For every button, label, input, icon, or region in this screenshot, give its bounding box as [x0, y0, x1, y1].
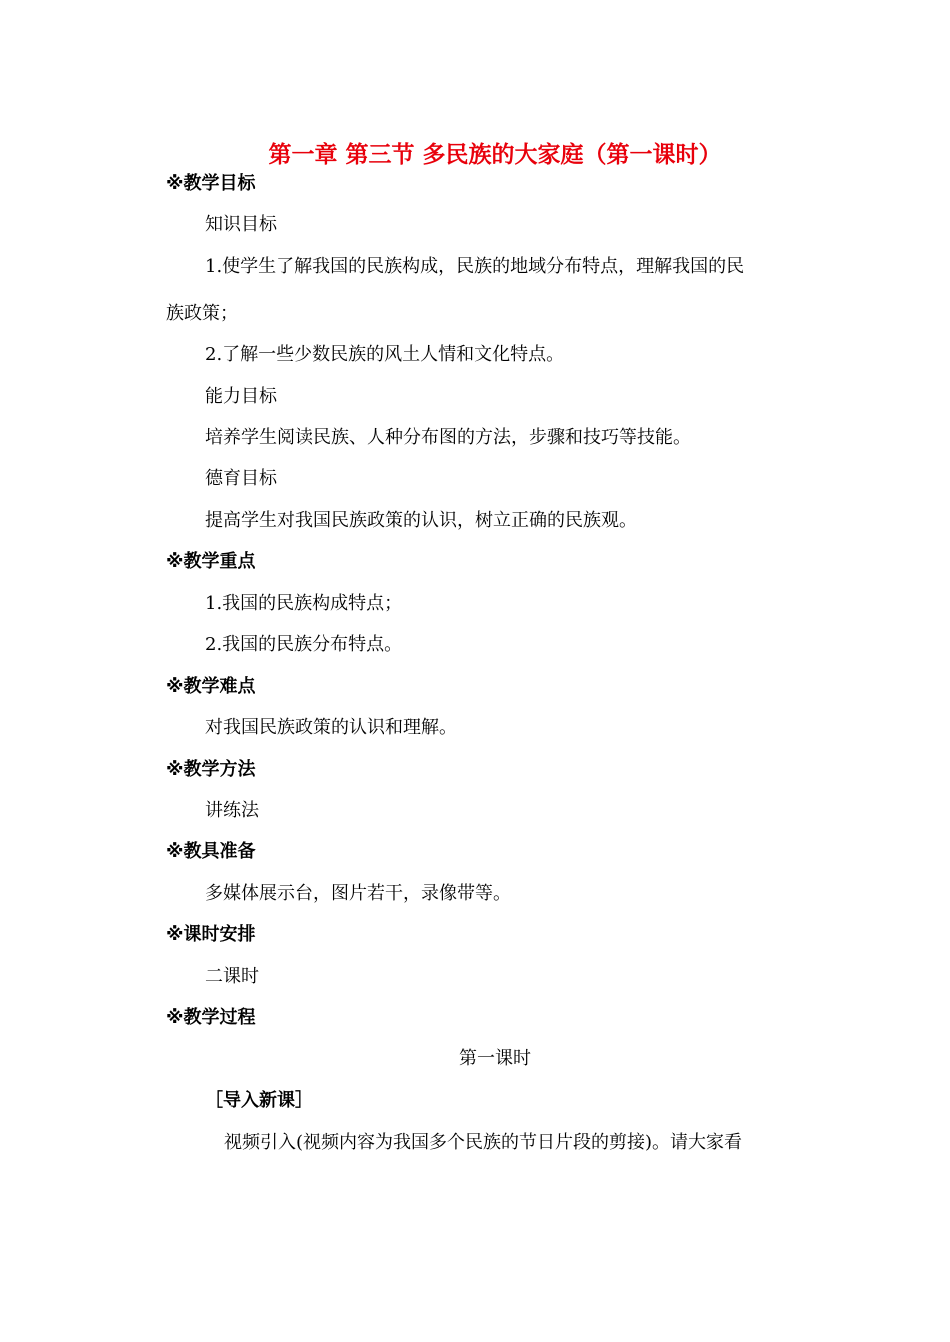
process-heading: ※教学过程	[166, 1007, 256, 1028]
knowledge-goal-2: 2.了解一些少数民族的风土人情和文化特点。	[205, 344, 565, 365]
knowledge-goal-1-line1: 1.使学生了解我国的民族构成，民族的地域分布特点，理解我国的民	[205, 256, 745, 277]
knowledge-goal-label: 知识目标	[205, 214, 277, 235]
tools-text: 多媒体展示台，图片若干，录像带等。	[205, 883, 511, 904]
key-points-heading: ※教学重点	[166, 551, 256, 572]
ability-goal-text: 培养学生阅读民族、人种分布图的方法，步骤和技巧等技能。	[205, 427, 691, 448]
key-point-1: 1.我国的民族构成特点；	[205, 593, 403, 614]
key-point-2: 2.我国的民族分布特点。	[205, 634, 403, 655]
schedule-text: 二课时	[205, 966, 259, 987]
schedule-heading: ※课时安排	[166, 924, 256, 945]
moral-goal-label: 德育目标	[205, 468, 277, 489]
difficulty-text: 对我国民族政策的认识和理解。	[205, 717, 457, 738]
knowledge-goal-1-line2: 族政策；	[166, 303, 238, 324]
objectives-heading: ※教学目标	[166, 173, 256, 194]
method-text: 讲练法	[205, 800, 259, 821]
method-heading: ※教学方法	[166, 759, 256, 780]
tools-heading: ※教具准备	[166, 841, 256, 862]
moral-goal-text: 提高学生对我国民族政策的认识，树立正确的民族观。	[205, 510, 637, 531]
document-title: 第一章 第三节 多民族的大家庭（第一课时）	[268, 142, 722, 168]
intro-heading: ［导入新课］	[205, 1090, 313, 1111]
difficulty-heading: ※教学难点	[166, 676, 256, 697]
ability-goal-label: 能力目标	[205, 386, 277, 407]
lesson-label: 第一课时	[459, 1048, 531, 1069]
intro-text: 视频引入(视频内容为我国多个民族的节日片段的剪接)。请大家看	[224, 1132, 743, 1153]
